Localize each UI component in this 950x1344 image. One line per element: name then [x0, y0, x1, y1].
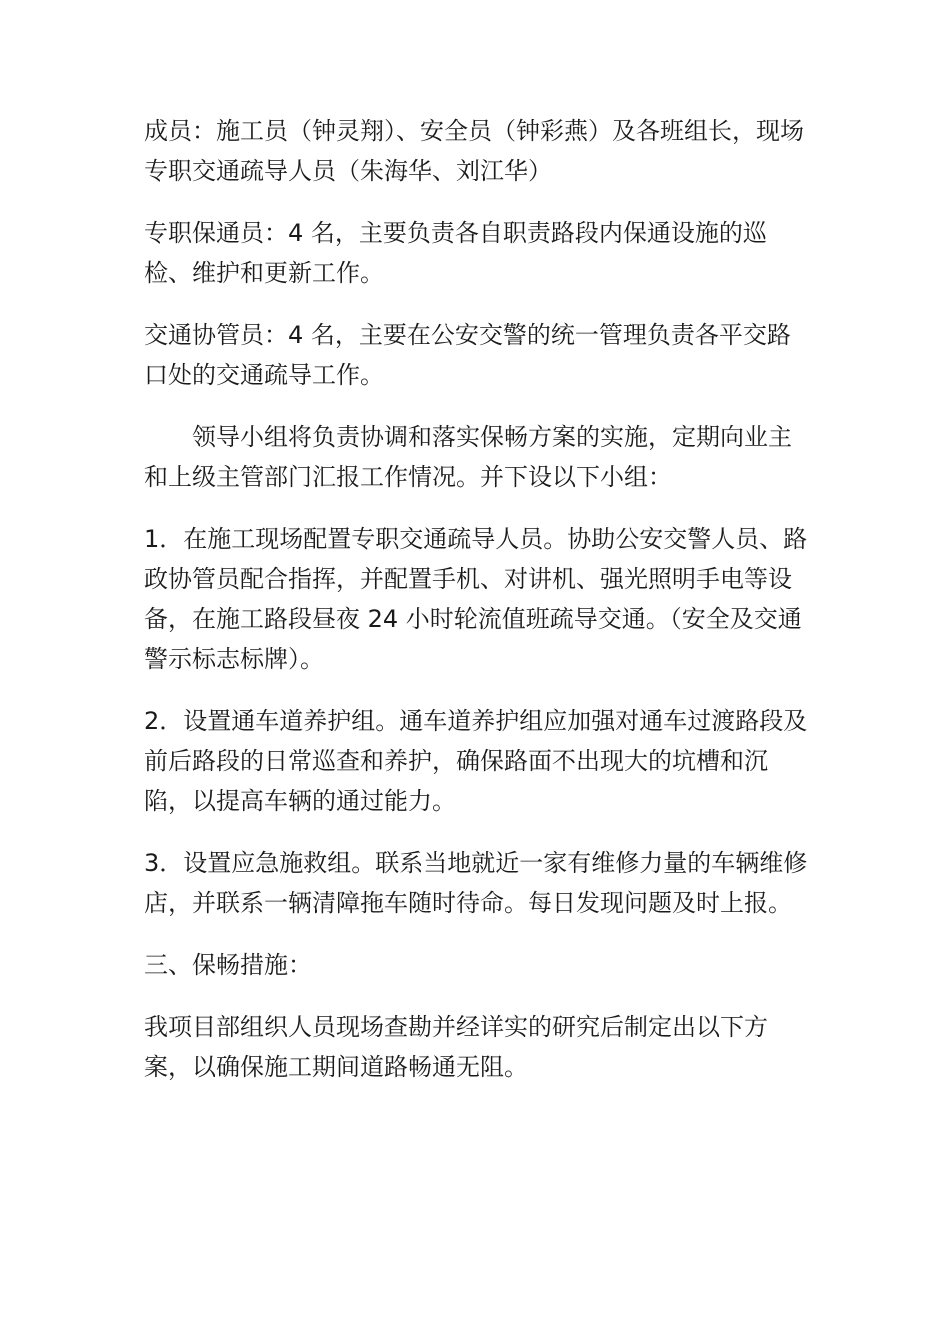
section-heading-measures: 三、保畅措施： [144, 951, 312, 979]
paragraph-item-3: 3．设置应急施救组。联系当地就近一家有维修力量的车辆维修店，并联系一辆清障拖车随时待命。每日发现问题及时上报。 [144, 849, 808, 917]
paragraph-leadership-group: 领导小组将负责协调和落实保畅方案的实施，定期向业主和上级主管部门汇报工作情况。并下设以下小组： [144, 423, 792, 491]
paragraph-members: 成员：施工员（钟灵翔）、安全员（钟彩燕）及各班组长，现场专职交通疏导人员（朱海华、刘江华） [144, 117, 804, 185]
paragraph-traffic-assistants: 交通协管员：4 名，主要在公安交警的统一管理负责各平交路口处的交通疏导工作。 [144, 321, 791, 389]
paragraph-item-2: 2．设置通车道养护组。通车道养护组应加强对通车过渡路段及前后路段的日常巡查和养护，确保路面不出现大的坑槽和沉陷，以提高车辆的通过能力。 [144, 707, 808, 815]
paragraph-item-1: 1．在施工现场配置专职交通疏导人员。协助公安交警人员、路政协管员配合指挥，并配置手机、对讲机、强光照明手电等设备，在施工路段昼夜 24 小时轮流值班疏导交通。（安全及交通警示标志标牌）。 [144, 525, 808, 673]
document-body [144, 111, 808, 1109]
paragraph-traffic-keepers: 专职保通员：4 名，主要负责各自职责路段内保通设施的巡检、维护和更新工作。 [144, 219, 767, 287]
paragraph-plan: 我项目部组织人员现场查勘并经详实的研究后制定出以下方案，以确保施工期间道路畅通无阻。 [144, 1013, 768, 1081]
